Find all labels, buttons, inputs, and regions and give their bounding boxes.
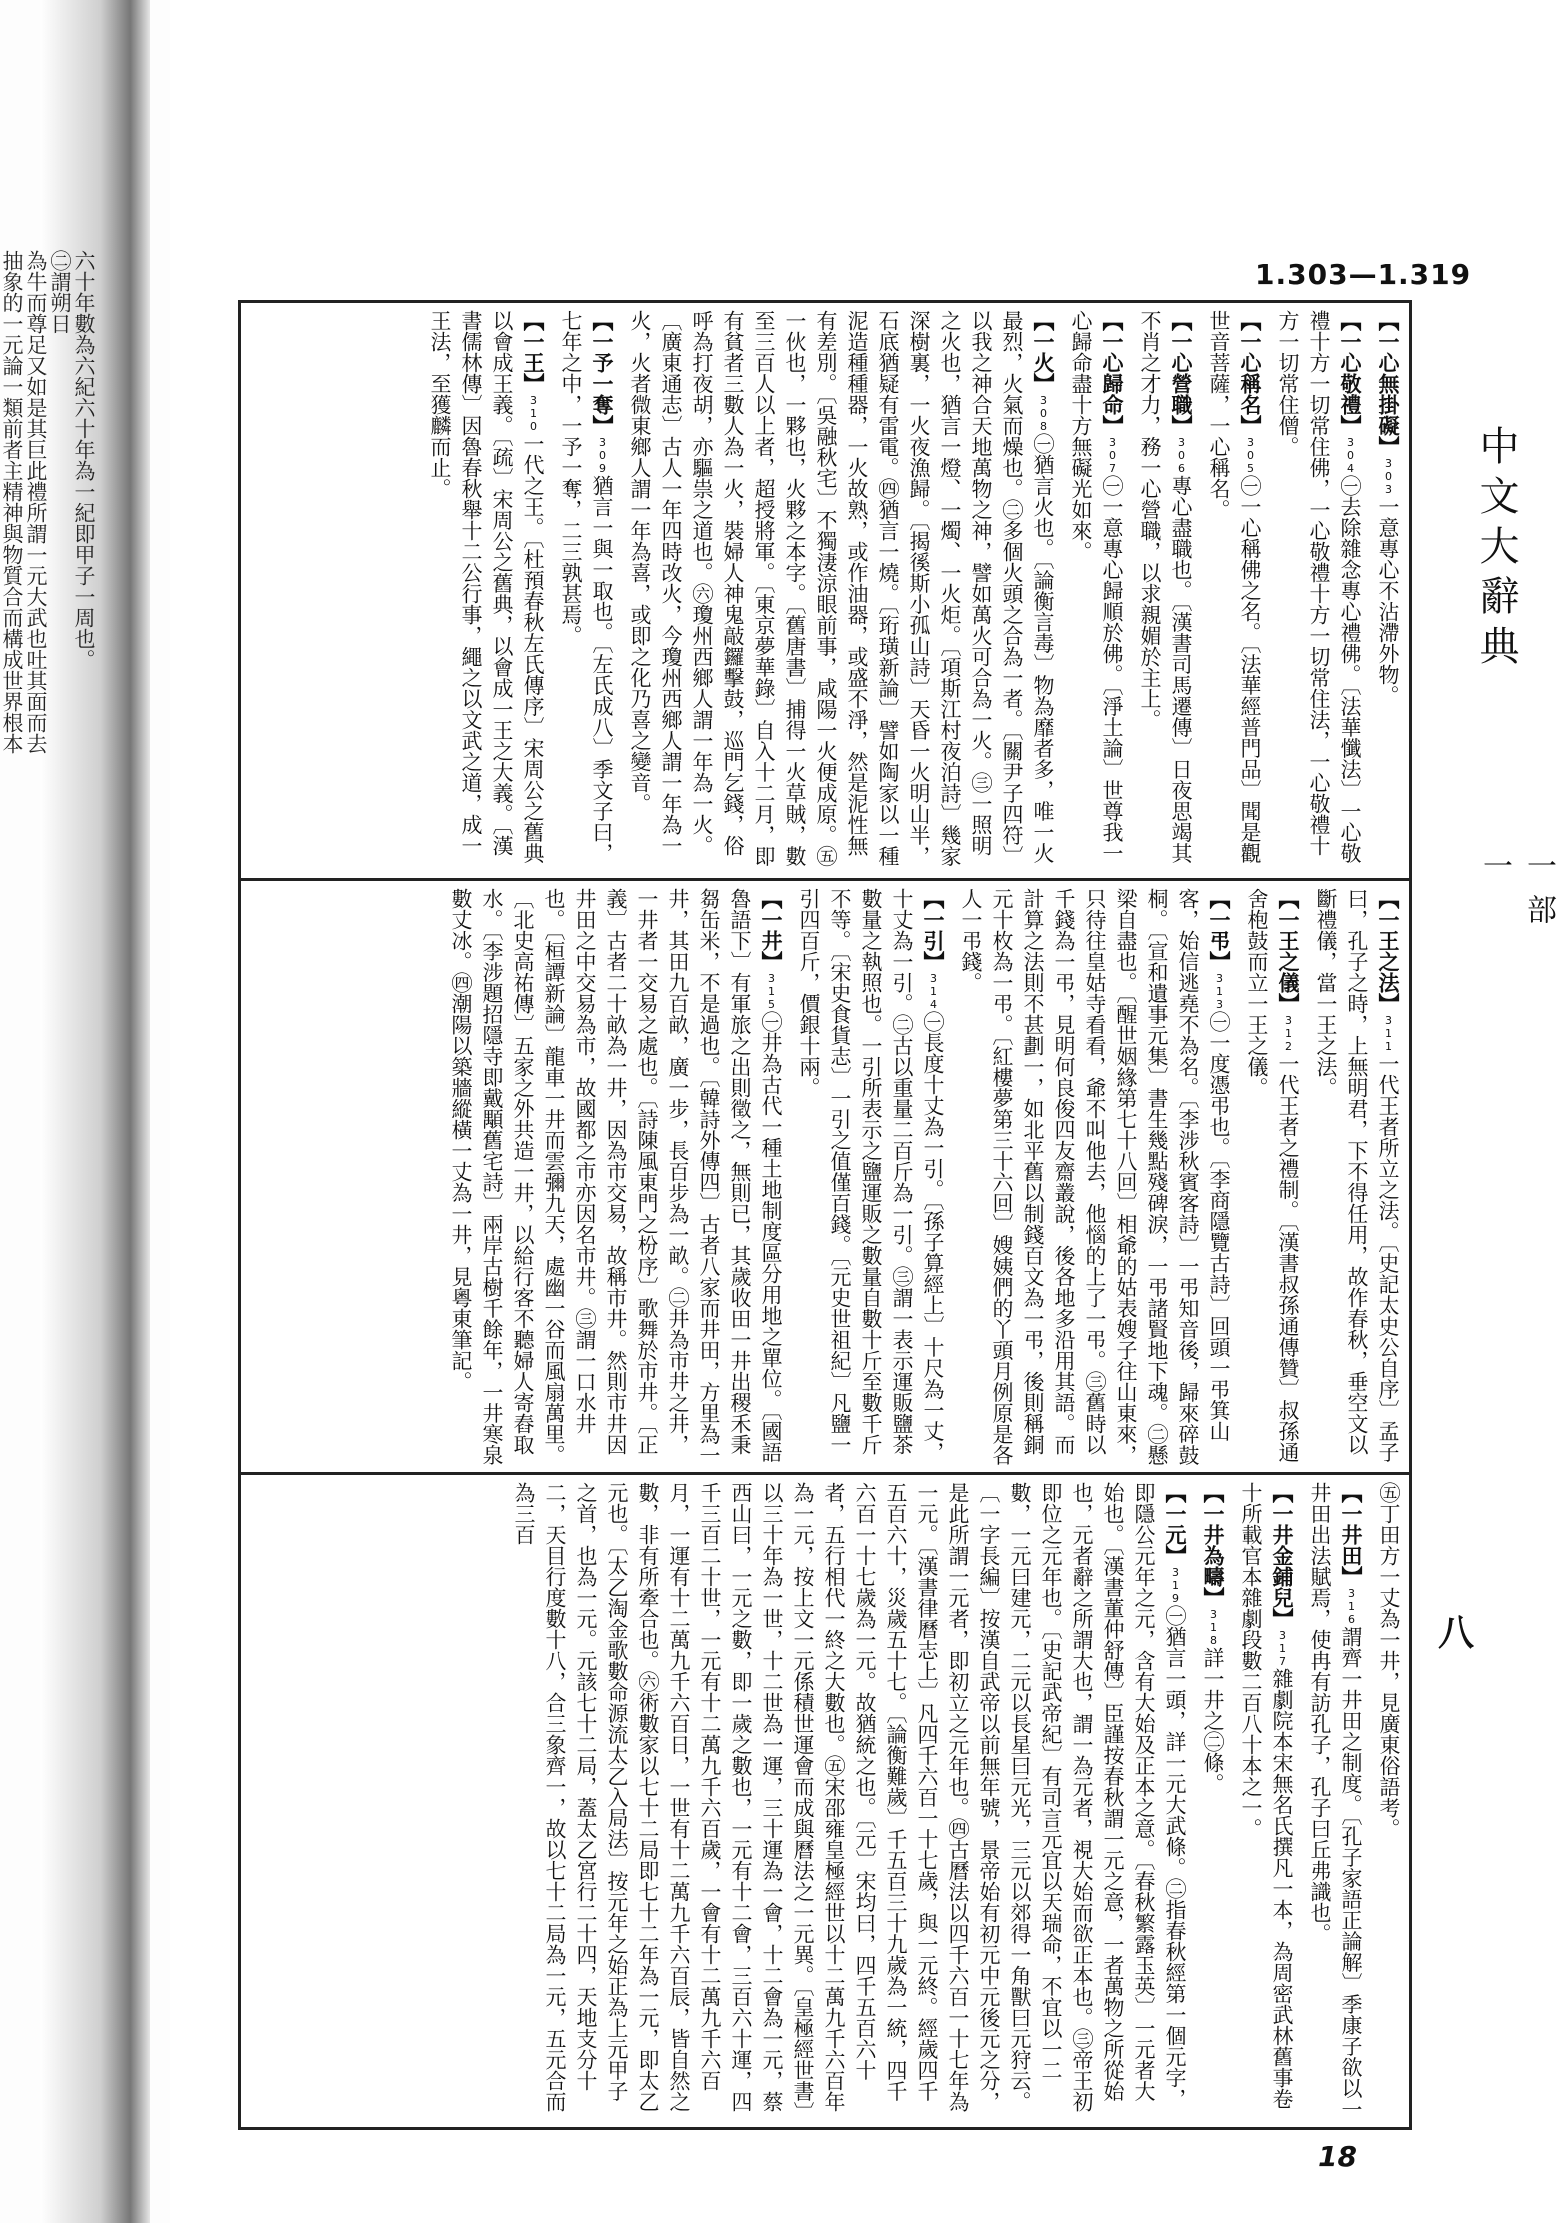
entry-headword: 【一引】 [921,888,946,972]
entry-headword: 【一井】 [759,888,784,972]
entry-number: 319 [1169,1566,1182,1605]
entry-number: 307 [1106,436,1119,475]
previous-page-line: 六十年數為六紀六十年為一紀即甲子一周也。 [72,250,96,670]
page-character: 八 [1438,1612,1475,1654]
entry-headword: 【一火】 [1031,310,1056,394]
page-number: 18 [1318,2140,1357,2173]
dictionary-entry [793,888,949,1466]
entry-definition: ㊀一心稱佛之名。〔法華經普門品〕聞是觀世音菩薩，一心稱名。 [1207,310,1262,864]
entry-headword: 【一心敬禮】 [1338,310,1363,436]
entry-headword: 【一井金鋪兒】 [1270,1482,1295,1629]
band-divider [238,1472,1412,1475]
entry-headword: 【一心稱名】 [1238,310,1263,436]
dictionary-entry [1197,1482,1229,2122]
entry-definition: ㊀猶言一頭，詳一元大武條。㊁指春秋經第一個元字，即隱公元年之元，含有大始及正本之意。〔春秋繁露玉英〕一元者大始也。〔漢書董仲舒傳〕臣謹按春秋謂一元之意，一者萬物之所從始也，元者辭之所謂大也，謂一為元者，視大始而欲正本也。㊂帝王初即位之元年也。〔史記武帝紀〕有司言元宜以天瑞命，不宜以一二數，一元曰建元，二元以長星曰元光，三元以郊得一角獸曰元狩云。〔一字長編〕按漢自武帝以前無年號，景帝始有初元中元後元之分，是此所謂一元者，即初立之元年也。㊃古曆法以四千六百一十七年為一元。〔漢書律曆志上〕凡四千六百一十七歲，與一元終。經歲四千五百六十，災歲五十七。〔論衡難歲〕千五百三十九歲為一統，四千六百一十七歲為一元。故猶統之也。〔元〕宋均曰，四千五百六十者，五行相代一終之大數也。㊄宋邵雍皇極經世以十二萬九千六百年為一元，按上文一元係積世運會而成與曆法之一元異。〔皇極經世書〕以三十年為一世，十二世為一運，三十運為一會，十二會為一元，蔡西山曰，一元之數，即一歲之數也，一元有十二會，三百六十運，四千三百二十世，一元有十二萬九千六百歲，一會有十二萬九千六百月，一運有十二萬九千六百日，一世有十二萬九千六百辰，皆自然之數，非有所牽合也。㊅術數家以七十二局即七十二年為一元，即太乙元也。〔太乙淘金歌數命源流太乙入局法〕按元年之始正為上元甲子之首，也為一元。元該七十二局，蓋太乙宮行二十四，天地支分十二，天目行度數十八，合三象齊一，故以七十二局為一元，五元合而為三百 [512,1482,1187,2112]
entry-definition: ㊀一度憑弔也。〔李商隱覽古詩〕回頭一弔箕山客，始信逃堯不為名。〔李涉秋賓客詩〕一弔知音後，歸來碎鼓桐。〔宣和遺事元集〕書生幾點殘碑淚，一弔諸賢地下魂。㊁懸梁自盡也。〔醒世姻緣第七十八回〕相爺的姑表嫂子往山東來，只待往皇姑寺看看，爺不叫他去，他惱的上了一弔。㊂舊時以千錢為一弔，見明何良俊四友齋叢說，後各地多沿用其語。而計算之法則不甚劃一，如北平舊以制錢百文為一弔，後則稱銅元十枚為一弔。〔紅樓夢第三十六回〕嫂姨們的丫頭月例原是各人一弔錢。 [959,888,1231,1466]
entry-number: 309 [596,436,609,475]
entry-headword: 【一心營職】 [1169,310,1194,436]
entry-number: 308 [1037,394,1050,433]
entry-definition: ㊀長度十丈為一引。〔孫子算經上〕十尺為一丈，十丈為一引。㊁古以重量二百斤為一引。㊂謂一表示運販鹽茶數量之執照也。一引所表示之鹽運販之數量自數十斤至數千斤不等。〔宋史食貨志〕一引之值僅百錢。〔元史世祖紀〕凡鹽一引四百斤，價銀十兩。 [797,888,945,1463]
dictionary-entry [555,310,618,872]
band-text [246,1482,1404,2122]
band-text [246,310,1404,872]
entry-definition: ㊀猶言火也。〔論衡言毒〕物為靡者多，唯一火最烈，火氣而燥也。㊁多個火頭之合為一者。〔關尹子四符〕以我之神合天地萬物之神，譬如萬火可合為一火。㊂一照明之火也，猶言一燈、一燭、一火炬。〔項斯江村夜泊詩〕幾家深樹裏，一火夜漁歸。〔揭徯斯小孤山詩〕天昏一火明山半，石底猶疑有雷電。㊃猶言一燒。〔珩璜新論〕譬如陶家以一種泥造種種器，一火故熟，或作油器，或盛不淨，然是泥性無有差別。〔吳融秋宅〕不獨淒涼眼前事，咸陽一火便成原。㊄一伙也，一夥也，火夥之本字。〔舊唐書〕捕得一火草賊，數至三百人以上者，超授將軍。〔東京夢華錄〕自入十二月，即有貧者三數人為一火，裝婦人神鬼敲鑼擊鼓，巡門乞錢，俗呼為打夜胡，亦驅祟之道也。㊅瓊州西鄉人謂一年為一火。〔廣東通志〕古人一年四時改火，今瓊州西鄉人謂一年為一火，火者微東鄉人謂一年為喜，或即之化乃喜之變音。 [628,310,1055,867]
entry-headword: 【一井田】 [1339,1482,1364,1587]
entry-headword: 【一井為疇】 [1201,1482,1226,1608]
previous-page-line: 為牛而尊足又如是其巨此禮所謂一元大武也吐其面而去 [24,250,48,754]
entry-definition: 專心盡職也。〔漢書司馬遷傳〕日夜思竭其不肖之才力，務一心營職，以求親媚於主上。 [1138,310,1193,864]
entry-definition: ㊀一意專心歸順於佛。〔淨土論〕世尊我一心歸命盡十方無礙光如來。 [1069,310,1124,864]
entry-number: 303 [1382,457,1395,496]
dictionary-entry [624,310,1059,872]
dictionary-entry [1134,310,1197,872]
dictionary-entry [1241,888,1304,1466]
book-title: 中文大辭典 [1473,425,1519,675]
entry-number: 313 [1213,972,1226,1011]
entry-definition: ㊄丁田方一丈為一井，見廣東俗語考。 [1377,1482,1401,1839]
entry-definition: 一代王者之禮制。〔漢書叔孫通傳贊〕叔孫通舍枹鼓而立一王之儀。 [1245,888,1300,1463]
entry-headword: 【一王之法】 [1376,888,1401,1014]
entry-headword: 【一元】 [1163,1482,1188,1566]
entry-number: 317 [1276,1629,1289,1668]
entry-band-bottom [246,1482,1404,2122]
entry-band-middle [246,888,1404,1466]
previous-page-fragment [0,250,96,2190]
previous-page-text [0,250,96,2190]
entry-headword: 【一王之儀】 [1276,888,1301,1014]
entry-definition: 一代之王。〔杜預春秋左氏傳序〕宋周公之舊典以會成王義。〔疏〕宋周公之舊典，以會成一王之大義。〔漢書儒林傳〕因魯春秋舉十二公行事，繩之以文武之道，成一王法，至獲麟而止。 [428,310,545,864]
entry-number: 316 [1345,1587,1358,1626]
dictionary-entry [1272,310,1366,872]
band-text [246,888,1404,1466]
entry-number: 304 [1344,436,1357,475]
band-divider [238,878,1412,881]
entry-definition: 一代王者所立之法。〔史記太史公自序〕孟子曰，孔子之時，上無明君，下不得任用，故作春秋，垂空文以斷禮儀，當一王之法。 [1314,888,1400,1463]
entry-number: 311 [1382,1014,1395,1053]
entry-definition: ㊀井為古代一種土地制度區分用地之單位。〔國語魯語下〕有軍旅之出則徵之，無則已，其歲收田一井出稷禾秉芻缶米，不是過也。〔韓詩外傳四〕古者八家而井田，方里為一井，其田九百畝，廣一步，長百步為一畝。㊁井為市井之井，一井者一交易之處也。〔詩陳風東門之枌序〕歌舞於市井。〔正義〕古者二十畝為一井，因為市交易，故稱市井。然則市井因井田之中交易為市，故國都之市亦因名市井。㊂謂一口水井也。〔桓譚新論〕龍車一井而雲彌九天，處幽一谷而風扇萬里。〔北史高祐傳〕五家之外共造一井，以給行客不聽婦人寄舂取水。〔李涉題招隱寺即戴顒舊宅詩〕兩岸古樹千餘年，一井寒泉數丈冰。㊃潮陽以築牆縱橫一丈為一井，見粵東筆記。 [449,888,783,1466]
entry-number: 306 [1175,436,1188,475]
previous-page-line: 抽象的一元論一類前者主精神與物質合而構成世界根本 [0,250,24,754]
dictionary-entry [445,888,787,1466]
entry-headword: 【一弔】 [1207,888,1232,972]
dictionary-entry [424,310,549,872]
entry-headword: 【一心無掛礙】 [1376,310,1401,457]
entry-headword: 【一王】 [521,310,546,394]
entry-headword: 【一予一奪】 [590,310,615,436]
entry-headword: 【一心歸命】 [1100,310,1125,436]
previous-page-line: ㊁謂朔日 [48,250,72,334]
page-range: 1.303—1.319 [1255,258,1472,291]
entry-definition: 雜劇院本宋無名氏撰凡一本，為周密武林舊事卷十所載官本雜劇段數二百八十本之一。 [1239,1482,1294,2109]
dictionary-entry [955,888,1235,1466]
dictionary-entry [1310,888,1404,1466]
entry-definition: 詳一井之㊁條。 [1201,1647,1225,1794]
entry-definition: ㊀去除雜念專心禮佛。〔法華懺法〕一心敬禮十方一切常住佛，一心敬禮十方一切常住法，一心敬禮十方一切常住僧。 [1276,310,1362,864]
entry-number: 305 [1244,436,1257,475]
dictionary-entry [1203,310,1266,872]
dictionary-entry [1372,310,1404,872]
dictionary-entry [1304,1482,1367,2122]
entry-number: 314 [927,972,940,1011]
section-label: 一部 一 [1477,850,1556,938]
entry-definition: 謂齊一井田之制度。〔孔子家語正論解〕季康子欲以一井田出法賦焉，使冉有訪孔子，孔子曰丘弗識也。 [1308,1482,1363,2120]
entry-number: 315 [765,972,778,1011]
dictionary-entry [1373,1482,1404,2122]
entry-band-top [246,310,1404,872]
entry-definition: 猶言一與一取也。〔左氏成八〕季文子曰，七年之中，一予一奪，二三孰甚焉。 [559,310,614,864]
entry-number: 312 [1282,1014,1295,1053]
dictionary-entry [1235,1482,1298,2122]
entry-number: 310 [527,394,540,433]
entry-definition: 一意專心不沾滯外物。 [1376,496,1400,706]
dictionary-entry [1065,310,1128,872]
entry-number: 318 [1207,1608,1220,1647]
dictionary-entry [508,1482,1191,2122]
